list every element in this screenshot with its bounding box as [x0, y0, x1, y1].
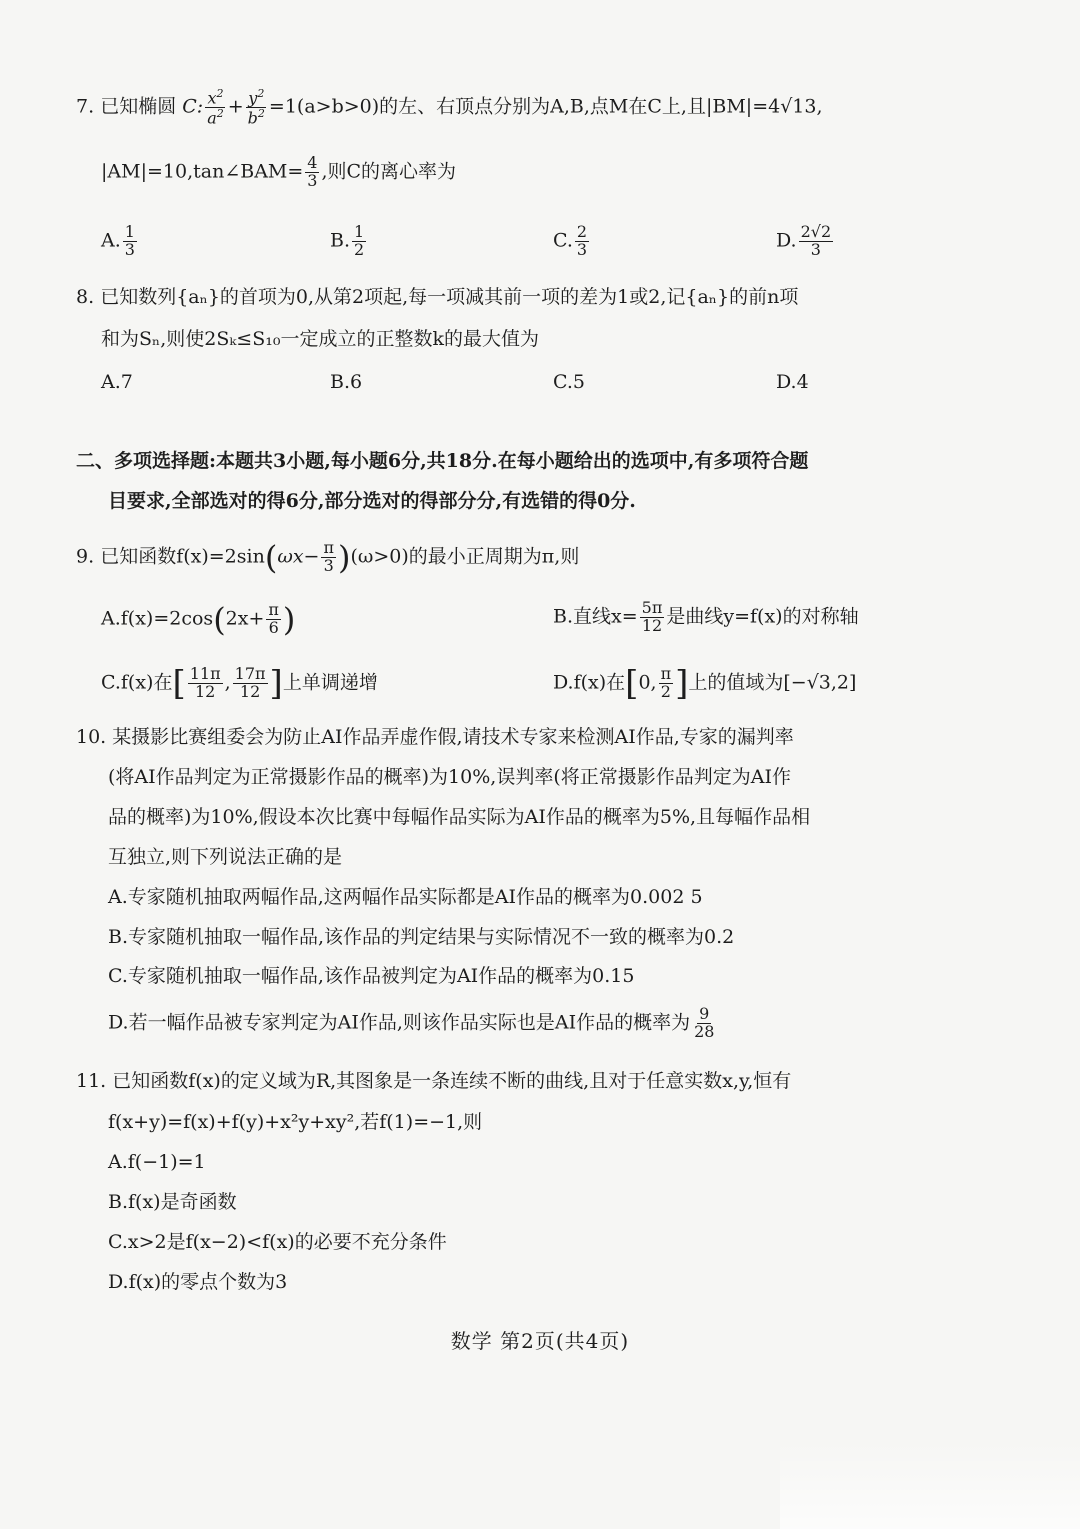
- q11-option-d: D.f(x)的零点个数为3: [108, 1271, 288, 1293]
- q9-option-b: B.直线x= $\frac{5\pi}{12}$ 是曲线y=f(x)的对称轴: [553, 598, 859, 635]
- q9-option-c: C.f(x)在[ $\frac{11\pi}{12}$ , $\frac{17\pi}{12}$ ]上单调递增: [101, 663, 378, 704]
- q11-option-b: B.f(x)是奇函数: [108, 1191, 237, 1213]
- section2-heading-line2: 目要求,全部选对的得6分,部分选对的得部分分,有选错的得0分.: [108, 490, 636, 512]
- q9-stem: 9. 已知函数f(x)=2sin(ωx− $\frac{\pi}{3}$ )(ω>0)的最小正周期为π,则: [76, 538, 580, 577]
- q7-option-b: B. $\frac{1}{2}$: [330, 222, 365, 259]
- q8-option-a: A.7: [101, 371, 133, 393]
- q11-line1: 11. 已知函数f(x)的定义域为R,其图象是一条连续不断的曲线,且对于任意实数x,y,恒有: [76, 1070, 792, 1092]
- q11-number: 11.: [76, 1070, 107, 1092]
- q7-option-a: A. $\frac{1}{3}$: [101, 222, 135, 259]
- q8-line2: 和为Sₙ,则使2Sₖ≤S₁₀一定成立的正整数k的最大值为: [101, 328, 539, 350]
- q11-option-c: C.x>2是f(x−2)<f(x)的必要不充分条件: [108, 1231, 447, 1253]
- q10-option-d: D.若一幅作品被专家判定为AI作品,则该作品实际也是AI作品的概率为 $\frac{9}{28}$: [108, 1004, 715, 1041]
- q7-line2: |AM|=10,tan∠BAM= $\frac{4}{3}$ ,则C的离心率为: [101, 153, 457, 190]
- q10-option-c: C.专家随机抽取一幅作品,该作品被判定为AI作品的概率为0.15: [108, 965, 635, 987]
- q8-option-d: D.4: [776, 371, 809, 393]
- q10-line1: 10. 某摄影比赛组委会为防止AI作品弄虚作假,请技术专家来检测AI作品,专家的漏判率: [76, 726, 794, 748]
- q10-option-b: B.专家随机抽取一幅作品,该作品的判定结果与实际情况不一致的概率为0.2: [108, 926, 735, 948]
- q7-line1: 7. 已知椭圆 C: $\frac{x^2}{a^2}$ + $\frac{y^2}{b^2}$ =1(a>b>0)的左、右顶点分别为A,B,点M在C上,且|BM|=4√13,: [76, 87, 823, 128]
- q11-option-a: A.f(−1)=1: [108, 1151, 206, 1173]
- section2-heading-line1: 二、多项选择题:本题共3小题,每小题6分,共18分.在每小题给出的选项中,有多项符合题: [76, 450, 809, 472]
- q7-option-c: C. $\frac{2}{3}$: [553, 222, 588, 259]
- q8-option-b: B.6: [330, 371, 363, 393]
- scan-glare: [780, 1440, 1080, 1529]
- q9-number: 9.: [76, 545, 95, 568]
- q8-line1: 8. 已知数列{aₙ}的首项为0,从第2项起,每一项减其前一项的差为1或2,记{aₙ}的前n项: [76, 286, 799, 308]
- q10-line2: (将AI作品判定为正常摄影作品的概率)为10%,误判率(将正常摄影作品判定为AI作: [108, 766, 791, 788]
- q8-option-c: C.5: [553, 371, 585, 393]
- q11-line2: f(x+y)=f(x)+f(y)+x²y+xy²,若f(1)=−1,则: [108, 1111, 483, 1133]
- page-footer: 数学 第2页(共4页): [450, 1329, 630, 1353]
- q9-option-a: A.f(x)=2cos(2x+ $\frac{\pi}{6}$ ): [101, 600, 296, 639]
- q7-number: 7.: [76, 95, 95, 118]
- q9-option-d: D.f(x)在[0, $\frac{\pi}{2}$ ]上的值域为[−√3,2]: [553, 663, 857, 704]
- q10-line4: 互独立,则下列说法正确的是: [108, 846, 343, 868]
- q10-option-a: A.专家随机抽取两幅作品,这两幅作品实际都是AI作品的概率为0.002 5: [108, 886, 703, 908]
- q8-number: 8.: [76, 286, 95, 308]
- q7-option-d: D. $\frac{2√2}{3}$: [776, 222, 832, 259]
- q10-number: 10.: [76, 726, 107, 748]
- q10-line3: 品的概率)为10%,假设本次比赛中每幅作品实际为AI作品的概率为5%,且每幅作品相: [108, 806, 811, 828]
